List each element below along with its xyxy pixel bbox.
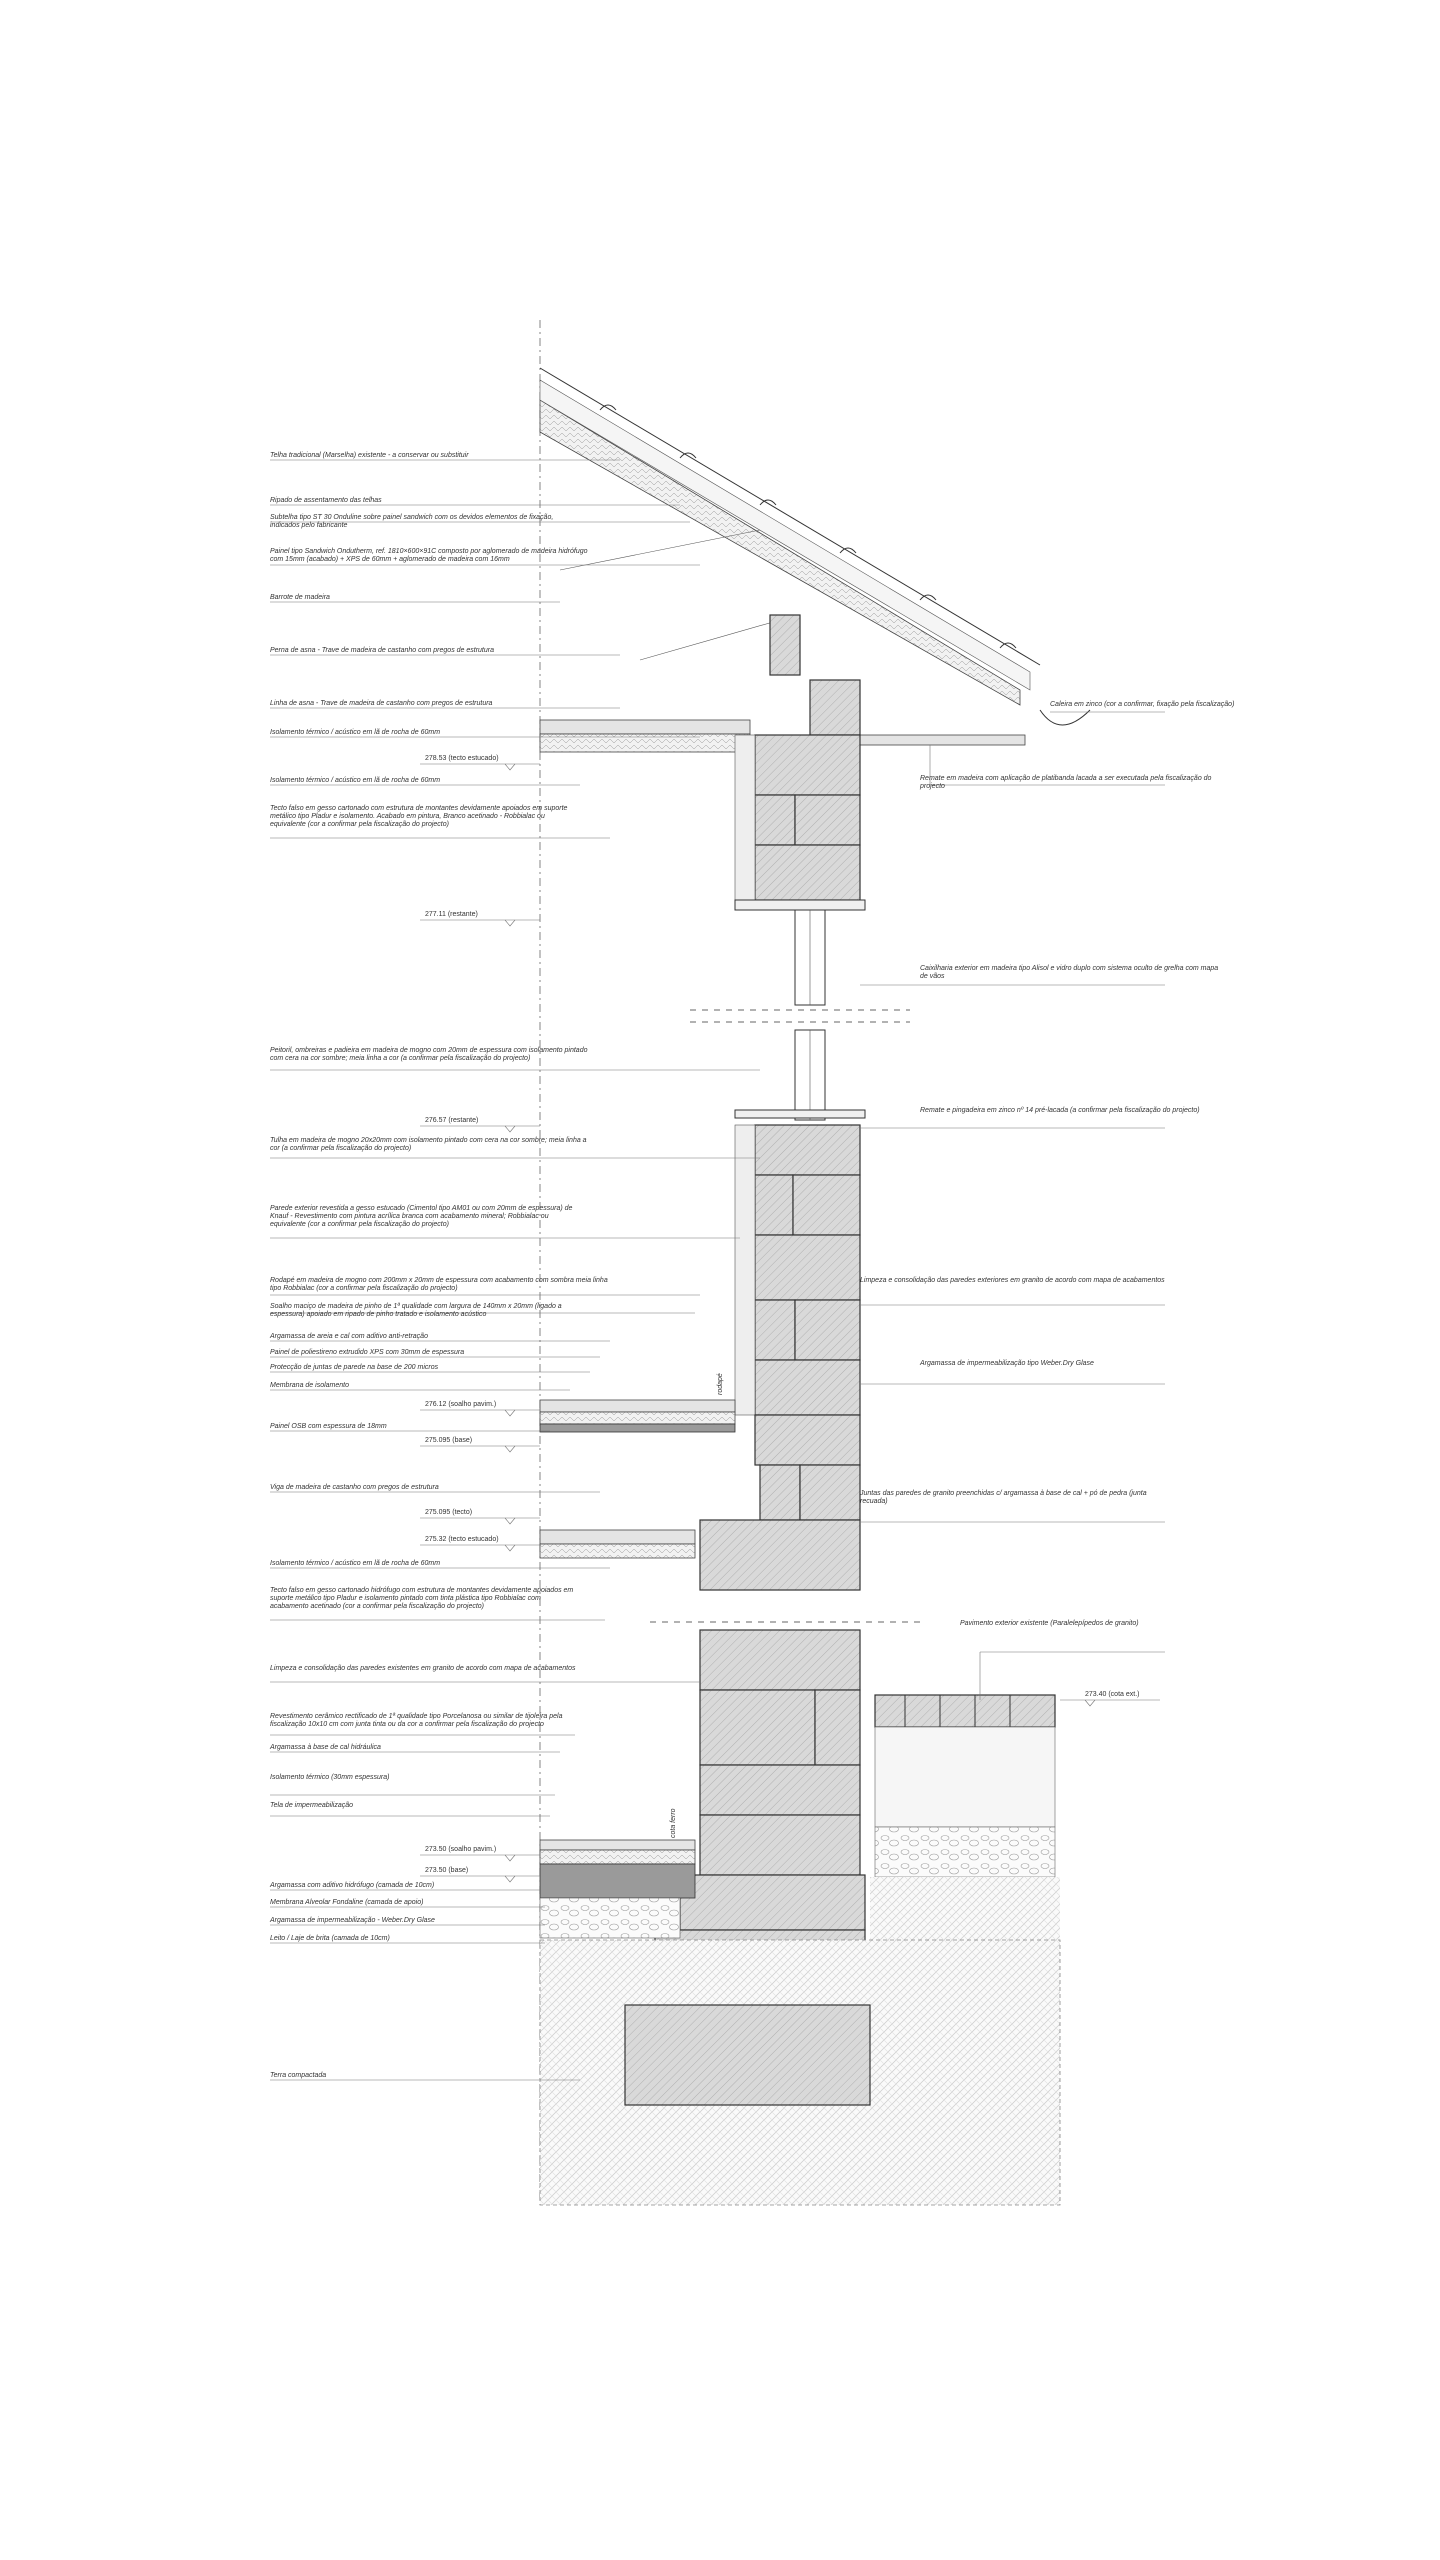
label-right: Pavimento exterior existente (Paralelepípedos de granito) bbox=[960, 1620, 1139, 1627]
label-left: Revestimento cerâmico rectificado de 1ª qualidade tipo Porcelanosa ou similar de tijoleira pela fiscalização 10x10 cm com junta tinta ou da cor a confirmar pela fiscalização do projecto bbox=[270, 1713, 563, 1728]
labels-right bbox=[859, 701, 1234, 1627]
label-left: Leito / Laje de brita (camada de 10cm) bbox=[270, 1935, 390, 1942]
label-left: Tulha em madeira de mogno 20x20mm com isolamento pintado com cera na cor sombre; meia linha a cor (a confirmar pela fiscalização do projecto) bbox=[270, 1137, 587, 1152]
annotation-vertical: rodapé bbox=[717, 1373, 724, 1395]
intermediate-floor bbox=[540, 1400, 735, 1412]
level-label: 276.57 (restante) bbox=[425, 1117, 479, 1124]
label-left: Soalho maciço de madeira de pinho de 1ª qualidade com largura de 140mm x 20mm (ligado a espessura) apoiado em ripado de pinho tratado e isolamento acústico bbox=[270, 1303, 562, 1318]
label-left: Viga de madeira de castanho com pregos de estrutura bbox=[270, 1484, 439, 1491]
label-left: Protecção de juntas de parede na base de 200 micros bbox=[270, 1364, 439, 1371]
label-right: Caixilharia exterior em madeira tipo Alisol e vidro duplo com sistema oculto de grelha com mapa de vãos bbox=[920, 965, 1219, 980]
label-left: Painel tipo Sandwich Ondutherm, ref. 1810×600×91C composto por aglomerado de madeira hidrófugo com 15mm (acabado) + XPS de 60mm + aglomerado de madeira com 16mm bbox=[270, 548, 588, 563]
label-left: Peitoril, ombreiras e padieira em madeira de mogno com 20mm de espessura com isolamento pintado com cera na cor sombre; meia linha a cor (a confirmar pela fiscalização do projecto) bbox=[270, 1047, 588, 1062]
label-left: Parede exterior revestida a gesso estucado (Cimentol tipo AM01 ou com 20mm de espessura) de Knauf - Revestimento com pintura acrílica branca com acabamento mineral; Robbialac ou equivalente (cor a confirmar pela fiscalização do projecto) bbox=[270, 1205, 573, 1228]
level-label: 277.11 (restante) bbox=[425, 911, 478, 918]
level-label-exterior: 273.40 (cota ext.) bbox=[1085, 1691, 1140, 1698]
label-left: Perna de asna - Trave de madeira de castanho com pregos de estrutura bbox=[270, 647, 494, 654]
label-left: Linha de asna - Trave de madeira de castanho com pregos de estrutura bbox=[270, 700, 493, 707]
label-left: Limpeza e consolidação das paredes existentes em granito de acordo com mapa de acabamentos bbox=[270, 1665, 576, 1672]
label-left: Isolamento térmico / acústico em lã de rocha de 60mm bbox=[270, 1560, 441, 1567]
exterior-paving bbox=[875, 1695, 1055, 1877]
labels-left bbox=[269, 452, 608, 2079]
leader-lines-right bbox=[860, 712, 1165, 1700]
ground-floor-slab bbox=[540, 1840, 695, 1938]
label-left: Argamassa de areia e cal com aditivo anti-retração bbox=[270, 1333, 428, 1340]
window-frame-upper bbox=[735, 900, 865, 1005]
roof-assembly bbox=[540, 368, 1090, 725]
level-label: 273.50 (base) bbox=[425, 1867, 469, 1874]
attic-ceiling bbox=[540, 720, 750, 734]
label-right: Juntas das paredes de granito preenchidas c/ argamassa à base de cal + pó de pedra (junta recuada) bbox=[860, 1490, 1147, 1505]
label-left: Rodapé em madeira de mogno com 200mm x 20mm de espessura com acabamento com sombra meia linha tipo Robbialac (cor a confirmar pela fiscalização do projecto) bbox=[270, 1277, 608, 1292]
level-label: 275.095 (tecto) bbox=[425, 1509, 473, 1516]
label-right: Remate e pingadeira em zinco nº 14 pré-lacada (a confirmar pela fiscalização do projecto) bbox=[920, 1107, 1200, 1114]
middle-wall bbox=[735, 1125, 860, 1415]
label-left: Argamassa à base de cal hidráulica bbox=[270, 1744, 381, 1751]
label-left: Argamassa de impermeabilização - Weber.Dry Glase bbox=[270, 1917, 435, 1924]
label-left: Tecto falso em gesso cartonado hidrófugo com estrutura de montantes devidamente apoiados em suporte metálico tipo Pladur e isolamento pintado com tinta plástica tipo Robbialac com acabamento acetinado (cor a confirmar pela fiscalização do projecto) bbox=[270, 1587, 574, 1610]
label-left: Argamassa com aditivo hidrófugo (camada de 10cm) bbox=[270, 1882, 435, 1889]
label-left: Tecto falso em gesso cartonado com estrutura de montantes devidamente apoiados em suporte metálico tipo Pladur e isolamento. Acabado em pintura, Branco acetinado - Robbialac ou equivalente (cor a confirmar pela fiscalização do projecto) bbox=[270, 805, 568, 828]
level-label: 275.095 (base) bbox=[425, 1437, 473, 1444]
label-right: Remate em madeira com aplicação de platibanda lacada a ser executada pela fiscalização do projecto bbox=[920, 775, 1212, 790]
label-left: Membrana Alveolar Fondaline (camada de apoio) bbox=[270, 1899, 424, 1906]
label-left: Terra compactada bbox=[270, 2072, 327, 2079]
label-left: Isolamento térmico (30mm espessura) bbox=[270, 1774, 390, 1781]
label-left: Ripado de assentamento das telhas bbox=[270, 497, 382, 504]
level-label: 276.12 (soalho pavim.) bbox=[425, 1401, 497, 1408]
label-left: Isolamento térmico / acústico em lã de rocha de 60mm bbox=[270, 729, 441, 736]
label-right: Argamassa de impermeabilização tipo Weber.Dry Glase bbox=[920, 1360, 1094, 1367]
label-left: Painel de poliestireno extrudido XPS com 30mm de espessura bbox=[270, 1349, 465, 1356]
label-left: Subtelha tipo ST 30 Onduline sobre painel sandwich com os devidos elementos de fixação, indicados pelo fabricante bbox=[270, 514, 554, 529]
label-left: Telha tradicional (Marselha) existente - a conservar ou substituir bbox=[270, 452, 469, 459]
label-left: Isolamento térmico / acústico em lã de rocha de 60mm bbox=[270, 777, 441, 784]
level-label: 278.53 (tecto estucado) bbox=[425, 755, 499, 762]
label-right: Limpeza e consolidação das paredes exteriores em granito de acordo com mapa de acabamentos bbox=[860, 1277, 1165, 1284]
label-left: Tela de impermeabilização bbox=[270, 1802, 354, 1809]
window-frame-lower bbox=[735, 1030, 865, 1120]
annotation-vertical: cota ferro bbox=[670, 1808, 677, 1838]
upper-wall bbox=[735, 680, 860, 900]
level-label: 273.50 (soalho pavim.) bbox=[425, 1846, 497, 1853]
label-left: Painel OSB com espessura de 18mm bbox=[270, 1423, 387, 1430]
label-right: Caleira em zinco (cor a confirmar, fixação pela fiscalização) bbox=[1050, 701, 1235, 708]
middle-wall-lower bbox=[700, 1415, 860, 1590]
label-left: Barrote de madeira bbox=[270, 594, 330, 601]
level-label: 275.32 (tecto estucado) bbox=[425, 1536, 499, 1543]
label-left: Membrana de isolamento bbox=[270, 1382, 349, 1389]
